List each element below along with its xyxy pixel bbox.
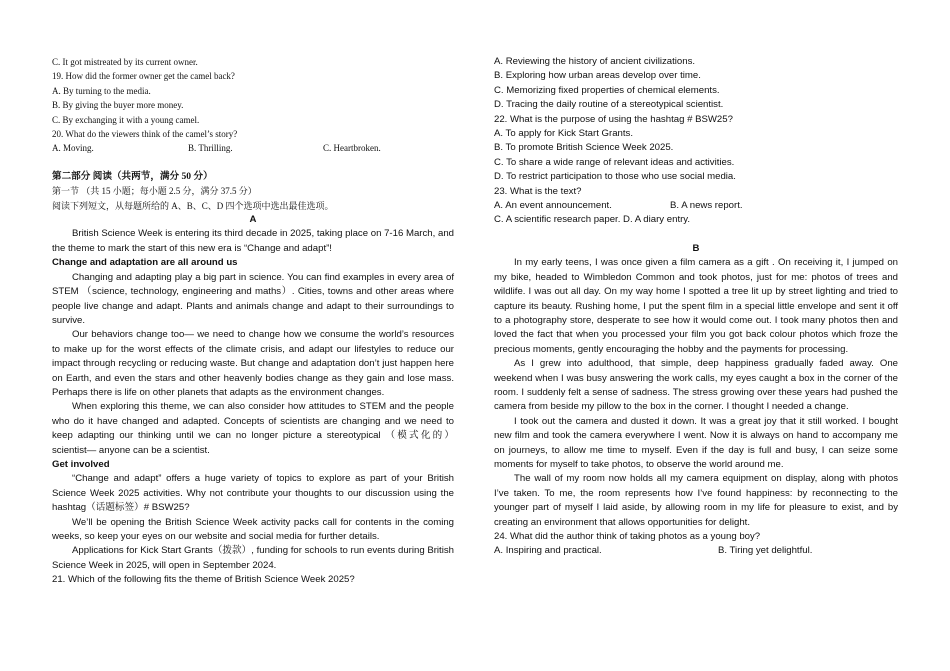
- instruction: 阅读下列短文，从每题所给的 A、B、C、D 四个选项中选出最佳选项。: [52, 200, 334, 211]
- section1-note: 第一节 （共 15 小题；每小题 2.5 分，满分 37.5 分）: [52, 186, 257, 197]
- q23-option-b: B. A news report.: [670, 200, 743, 212]
- q20-option-c: C. Heartbroken.: [323, 143, 381, 154]
- q24-option-b: B. Tiring yet delightful.: [718, 545, 813, 557]
- passage-a-p1: British Science Week is entering its third decade in 2025, taking place on 7-16 March, and the theme to mark the start of this new era is “Change and adapt”!: [52, 228, 454, 254]
- passage-a-p2: Changing and adapting play a big part in science. You can find examples in every area of STEM （science, technology, engineering and maths）. Cities, towns and other areas where people live change and adapt. Plants and animals change and adapt to their surroundings to survive.: [52, 271, 454, 326]
- q18-option-c: C. It got mistreated by its current owner.: [52, 57, 198, 67]
- q20-stem: 20. What do the viewers think of the camel’s story?: [52, 129, 238, 140]
- q21-option-b: B. Exploring how urban areas develop over time.: [494, 70, 701, 82]
- q24-options: [494, 544, 898, 558]
- q21-option-a: A. Reviewing the history of ancient civilizations.: [494, 56, 696, 67]
- q23-option-a: A. An event announcement.: [494, 200, 612, 212]
- passage-b-label: B: [692, 242, 700, 254]
- passage-a-heading-2: Get involved: [52, 458, 110, 470]
- q23-options-cd: C. A scientific research paper. D. A diary entry.: [494, 214, 691, 226]
- left-column: [52, 55, 454, 588]
- q22-option-a: A. To apply for Kick Start Grants.: [494, 128, 633, 140]
- passage-a-p6: We’ll be opening the British Science Week activity packs call for contents in the coming weeks, so keep your eyes on our website and social media for further details.: [52, 516, 454, 542]
- q20-options: [52, 141, 454, 155]
- q19-option-c: C. By exchanging it with a young camel.: [52, 114, 200, 125]
- passage-a-label: A: [249, 214, 257, 226]
- q22-option-c: C. To share a wide range of relevant ideas and activities.: [494, 156, 735, 168]
- q22-option-d: D. To restrict participation to those who use social media.: [494, 171, 736, 183]
- q21-stem: 21. Which of the following fits the theme of British Science Week 2025?: [52, 574, 355, 586]
- q24-option-a: A. Inspiring and practical.: [494, 545, 602, 557]
- passage-a-heading-1: Change and adaptation are all around us: [52, 257, 238, 269]
- q24-stem: 24. What did the author think of taking photos as a young boy?: [494, 531, 761, 542]
- passage-b-p3: I took out the camera and dusted it down. It was a great joy that it still worked. I bought new film and took the camera everywhere I went. Now it is always on hand to accompany me on journeys, to allow me time to myself. Even if the day is full and busy, I can seize some moments for myself to take photos, to observe the world around me.: [494, 415, 898, 470]
- q21-option-d: D. Tracing the daily routine of a stereotypical scientist.: [494, 99, 724, 111]
- right-column: [494, 55, 898, 559]
- q22-option-b: B. To promote British Science Week 2025.: [494, 142, 674, 154]
- part2-title: 第二部分 阅读（共两节，满分 50 分）: [52, 170, 213, 182]
- passage-a-p4: When exploring this theme, we can also consider how attitudes to STEM and the people who do it have changed and adapted. Concepts of scientists are changing and we need to keep adapting our thinking until we can no longer picture a stereotypical （模式化的） scientist— anyone can be a scientist.: [52, 401, 454, 456]
- q22-stem: 22. What is the purpose of using the hashtag # BSW25?: [494, 113, 733, 125]
- q21-option-c: C. Memorizing fixed properties of chemical elements.: [494, 84, 720, 96]
- passage-a-p7: Applications for Kick Start Grants（拨款）, funding for schools to run events during British Science Week in 2025, will open in September 2024.: [52, 545, 454, 571]
- passage-b-p4: The wall of my room now holds all my camera equipment on display, along with photos I’ve taken. To me, the room represents how I’ve found happiness: by reconnecting to the younger part of myself I laid aside, by allowing room in my life for pleasure to exist, and by creating an environment that allows opportunities for delight.: [494, 473, 898, 528]
- passage-b-p1: In my early teens, I was once given a film camera as a gift . On receiving it, I jumped on my bike, headed to Wimbledon Common and took photos, just for me: photos of trees and wildlife. I was out all day. On my way home I spotted a tree lit up by street lighting and tried to capture its beauty. Rushing home, I put the spent film in a special little envelope and sent it off to a photography store, desperate to see how it would come out. I took many photos then and loved the fact that when you processed your film you got back colour photos which froze the precious moments, gently encouraging the hobby and the payments for processing.: [494, 257, 898, 355]
- q19-option-a: A. By turning to the media.: [52, 85, 151, 96]
- q19-option-b: B. By giving the buyer more money.: [52, 100, 184, 111]
- passage-a-p5: “Change and adapt” offers a huge variety of topics to explore as part of your British Science Week 2025 activities. Why not contribute your thoughts to our discussion using the hashtag（话题标签）# BSW25?: [52, 473, 454, 514]
- q19-stem: 19. How did the former owner get the camel back?: [52, 71, 235, 82]
- q23-stem: 23. What is the text?: [494, 185, 582, 197]
- q20-option-b: B. Thrilling.: [188, 143, 233, 154]
- q20-option-a: A. Moving.: [52, 143, 94, 154]
- passage-a-p3: Our behaviors change too— we need to change how we consume the world’s resources to make up for the worst effects of the climate crisis, and adapt our lifestyles to reduce our impact through recycling or reducing waste. But change and adaptation don’t just happen here on Earth, and even the stars and other heavenly bodies change as they gain and lose mass. Perhaps there is life on other planets that adapts as the environment changes.: [52, 329, 454, 398]
- passage-b-p2: As I grew into adulthood, that simple, deep happiness gradually faded away. One weekend when I was busy answering the work calls, my eyes caught a box in the corner of the room. I suddenly felt a sense of sadness. The stress growing over these years had pushed the camera from beside my pillow to the box in the corner. I thought I needed a change.: [494, 358, 898, 413]
- q23-options-ab: [494, 199, 898, 213]
